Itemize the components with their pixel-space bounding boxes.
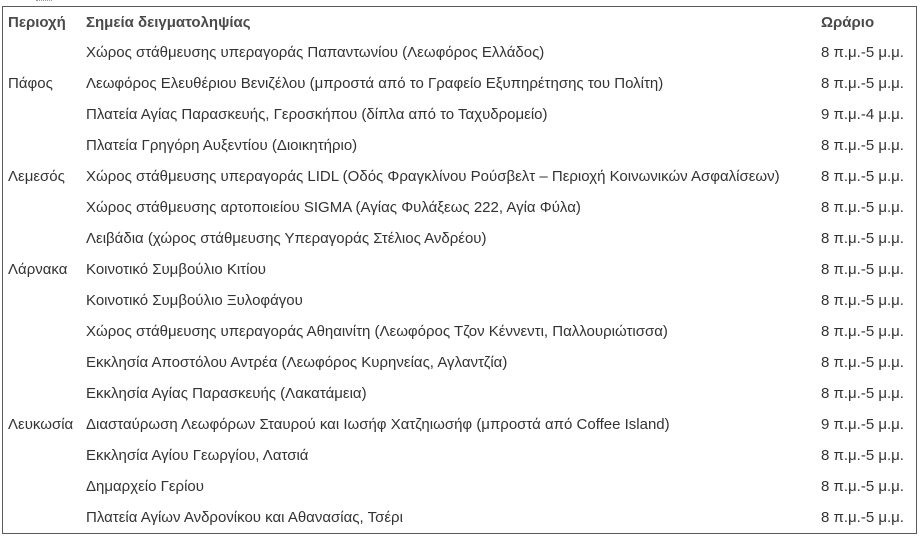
top-edge-mark [36, 0, 52, 4]
column-header-sampling-points: Σημεία δειγματοληψίας [86, 13, 251, 31]
sampling-point-cell: Κοινοτικό Συμβούλιο Κιτίου [86, 261, 266, 278]
hours-cell: 8 π.μ.-5 μ.μ. [821, 354, 904, 371]
area-cell [3, 130, 83, 161]
area-cell: Λεμεσός [8, 168, 65, 185]
hours-cell: 8 π.μ.-5 μ.μ. [821, 509, 904, 526]
sampling-point-cell: Πλατεία Αγίων Ανδρονίκου και Αθανασίας, Τσέρι [86, 509, 403, 526]
table-row [3, 68, 916, 99]
sampling-point-cell: Χώρος στάθμευσης υπεραγοράς LIDL (Οδός Φραγκλίνου Ρούσβελτ – Περιοχή Κοινωνικών Ασφαλίσεων) [86, 168, 780, 185]
column-header-area: Περιοχή [8, 13, 66, 31]
sampling-point-cell: Χώρος στάθμευσης υπεραγοράς Παπαντωνίου (Λεωφόρος Ελλάδος) [86, 44, 545, 61]
sampling-points-table [3, 7, 916, 533]
table-row [3, 347, 916, 378]
sampling-point-cell: Χώρος στάθμευσης υπεραγοράς Αθηαινίτη (Λεωφόρος Τζον Κέννεντι, Παλλουριώτισσα) [86, 323, 668, 340]
hours-cell: 9 π.μ.-5 μ.μ. [821, 416, 904, 433]
sampling-point-cell: Εκκλησία Αγίας Παρασκευής (Λακατάμεια) [86, 385, 367, 402]
hours-cell: 8 π.μ.-5 μ.μ. [821, 168, 904, 185]
area-cell [3, 285, 83, 316]
area-cell [3, 347, 83, 378]
hours-cell: 8 π.μ.-5 μ.μ. [821, 478, 904, 495]
table-row [3, 378, 916, 409]
area-cell [3, 192, 83, 223]
table-row [3, 409, 916, 440]
hours-cell: 8 π.μ.-5 μ.μ. [821, 323, 904, 340]
sampling-point-cell: Πλατεία Αγίας Παρασκευής, Γεροσκήπου (δίπλα από το Ταχυδρομείο) [86, 106, 548, 123]
table-header-row [3, 7, 916, 37]
sampling-points-table-container [2, 6, 917, 534]
sampling-point-cell: Λειβάδια (χώρος στάθμευσης Υπεραγοράς Στέλιος Ανδρέου) [86, 230, 487, 247]
table-row [3, 161, 916, 192]
table-row [3, 192, 916, 223]
area-cell [3, 471, 83, 502]
table-row [3, 254, 916, 285]
area-cell [3, 99, 83, 130]
table-body [3, 37, 916, 533]
table-row [3, 440, 916, 471]
hours-cell: 8 π.μ.-5 μ.μ. [821, 261, 904, 278]
table-row [3, 130, 916, 161]
sampling-point-cell: Πλατεία Γρηγόρη Αυξεντίου (Διοικητήριο) [86, 137, 358, 154]
sampling-point-cell: Εκκλησία Αποστόλου Αντρέα (Λεωφόρος Κυρηνείας, Αγλαντζία) [86, 354, 508, 371]
hours-cell: 8 π.μ.-5 μ.μ. [821, 75, 904, 92]
table-row [3, 37, 916, 68]
area-cell: Λευκωσία [8, 416, 74, 433]
hours-cell: 8 π.μ.-5 μ.μ. [821, 137, 904, 154]
hours-cell: 8 π.μ.-5 μ.μ. [821, 199, 904, 216]
sampling-point-cell: Εκκλησία Αγίου Γεωργίου, Λατσιά [86, 447, 309, 464]
hours-cell: 8 π.μ.-5 μ.μ. [821, 385, 904, 402]
table-row [3, 285, 916, 316]
area-cell [3, 37, 83, 68]
hours-cell: 8 π.μ.-5 μ.μ. [821, 44, 904, 61]
hours-cell: 8 π.μ.-5 μ.μ. [821, 447, 904, 464]
table-row [3, 223, 916, 254]
hours-cell: 8 π.μ.-5 μ.μ. [821, 292, 904, 309]
table-row [3, 502, 916, 533]
table-row [3, 99, 916, 130]
hours-cell: 9 π.μ.-4 μ.μ. [821, 106, 904, 123]
sampling-point-cell: Κοινοτικό Συμβούλιο Ξυλοφάγου [86, 292, 303, 309]
column-header-hours: Ωράριο [821, 13, 875, 31]
sampling-point-cell: Χώρος στάθμευσης αρτοποιείου SIGMA (Αγίας Φυλάξεως 222, Αγία Φύλα) [86, 199, 581, 216]
area-cell [3, 502, 83, 533]
table-row [3, 471, 916, 502]
area-cell [3, 378, 83, 409]
area-cell: Πάφος [8, 75, 53, 92]
area-cell [3, 223, 83, 254]
area-cell [3, 440, 83, 471]
area-cell [3, 316, 83, 347]
area-cell: Λάρνακα [8, 261, 68, 278]
sampling-point-cell: Διασταύρωση Λεωφόρων Σταυρού και Ιωσήφ Χατζηιωσήφ (μπροστά από Coffee Island) [86, 416, 670, 433]
sampling-point-cell: Λεωφόρος Ελευθέριου Βενιζέλου (μπροστά από το Γραφείο Εξυπηρέτησης του Πολίτη) [86, 75, 664, 92]
table-row [3, 316, 916, 347]
sampling-point-cell: Δημαρχείο Γερίου [86, 478, 204, 495]
hours-cell: 8 π.μ.-5 μ.μ. [821, 230, 904, 247]
